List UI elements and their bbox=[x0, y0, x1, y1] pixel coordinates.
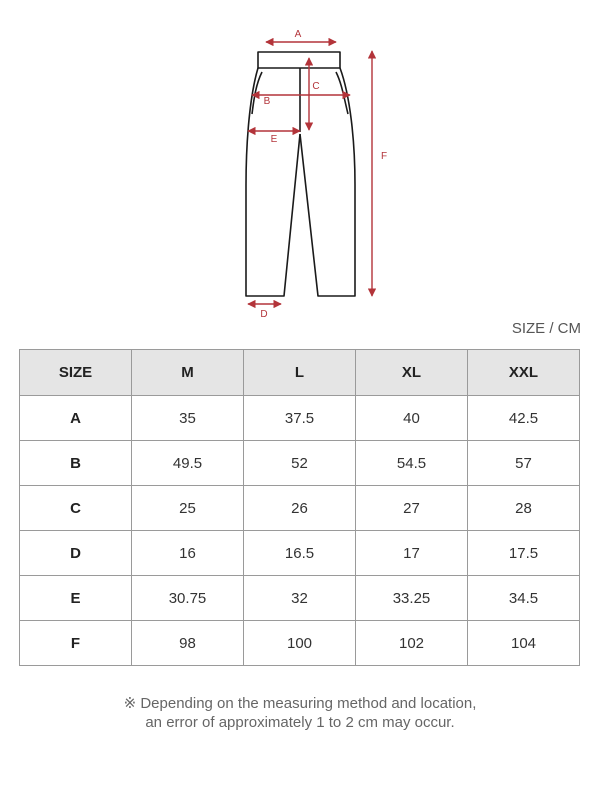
note-line-2: an error of approximately 1 to 2 cm may occur. bbox=[145, 714, 455, 731]
measure-d-label: D bbox=[260, 309, 268, 320]
table-cell: 32 bbox=[244, 576, 356, 621]
table-row bbox=[20, 621, 580, 666]
size-table bbox=[19, 349, 580, 666]
header-xxl: XXL bbox=[468, 350, 580, 396]
table-row bbox=[20, 441, 580, 486]
unit-label: SIZE / CM bbox=[511, 320, 581, 337]
table-cell: 100 bbox=[244, 621, 356, 666]
table-cell: 40 bbox=[356, 396, 468, 441]
header-size: SIZE bbox=[20, 350, 132, 396]
table-cell: 57 bbox=[468, 441, 580, 486]
row-label: B bbox=[20, 441, 132, 486]
table-cell: 25 bbox=[132, 486, 244, 531]
table-row bbox=[20, 486, 580, 531]
table-cell: 102 bbox=[356, 621, 468, 666]
table-cell: 16.5 bbox=[244, 531, 356, 576]
measurement-note bbox=[0, 694, 600, 732]
table-cell: 30.75 bbox=[132, 576, 244, 621]
size-table-header bbox=[20, 350, 580, 396]
table-cell: 17.5 bbox=[468, 531, 580, 576]
table-cell: 27 bbox=[356, 486, 468, 531]
header-xl: XL bbox=[356, 350, 468, 396]
table-cell: 42.5 bbox=[468, 396, 580, 441]
measure-e-label: E bbox=[270, 134, 278, 145]
row-label: A bbox=[20, 396, 132, 441]
row-label: C bbox=[20, 486, 132, 531]
table-cell: 16 bbox=[132, 531, 244, 576]
measure-a-label: A bbox=[294, 29, 302, 40]
table-cell: 17 bbox=[356, 531, 468, 576]
table-cell: 98 bbox=[132, 621, 244, 666]
table-cell: 37.5 bbox=[244, 396, 356, 441]
pants-outline-svg bbox=[0, 0, 600, 330]
table-cell: 34.5 bbox=[468, 576, 580, 621]
row-label: E bbox=[20, 576, 132, 621]
measure-f-label: F bbox=[380, 151, 388, 162]
pants-measurement-diagram bbox=[0, 0, 600, 330]
header-l: L bbox=[244, 350, 356, 396]
header-row bbox=[20, 350, 580, 396]
measure-b-label: B bbox=[263, 96, 271, 107]
table-cell: 52 bbox=[244, 441, 356, 486]
table-cell: 54.5 bbox=[356, 441, 468, 486]
pants-shape bbox=[246, 52, 355, 296]
row-label: F bbox=[20, 621, 132, 666]
table-cell: 49.5 bbox=[132, 441, 244, 486]
table-row bbox=[20, 576, 580, 621]
size-table-body bbox=[20, 396, 580, 666]
table-cell: 104 bbox=[468, 621, 580, 666]
table-cell: 35 bbox=[132, 396, 244, 441]
table-cell: 26 bbox=[244, 486, 356, 531]
table-cell: 28 bbox=[468, 486, 580, 531]
table-cell: 33.25 bbox=[356, 576, 468, 621]
row-label: D bbox=[20, 531, 132, 576]
note-line-1: ※ Depending on the measuring method and location, bbox=[123, 695, 477, 712]
measure-c-label: C bbox=[312, 81, 320, 92]
header-m: M bbox=[132, 350, 244, 396]
table-row bbox=[20, 396, 580, 441]
table-row bbox=[20, 531, 580, 576]
